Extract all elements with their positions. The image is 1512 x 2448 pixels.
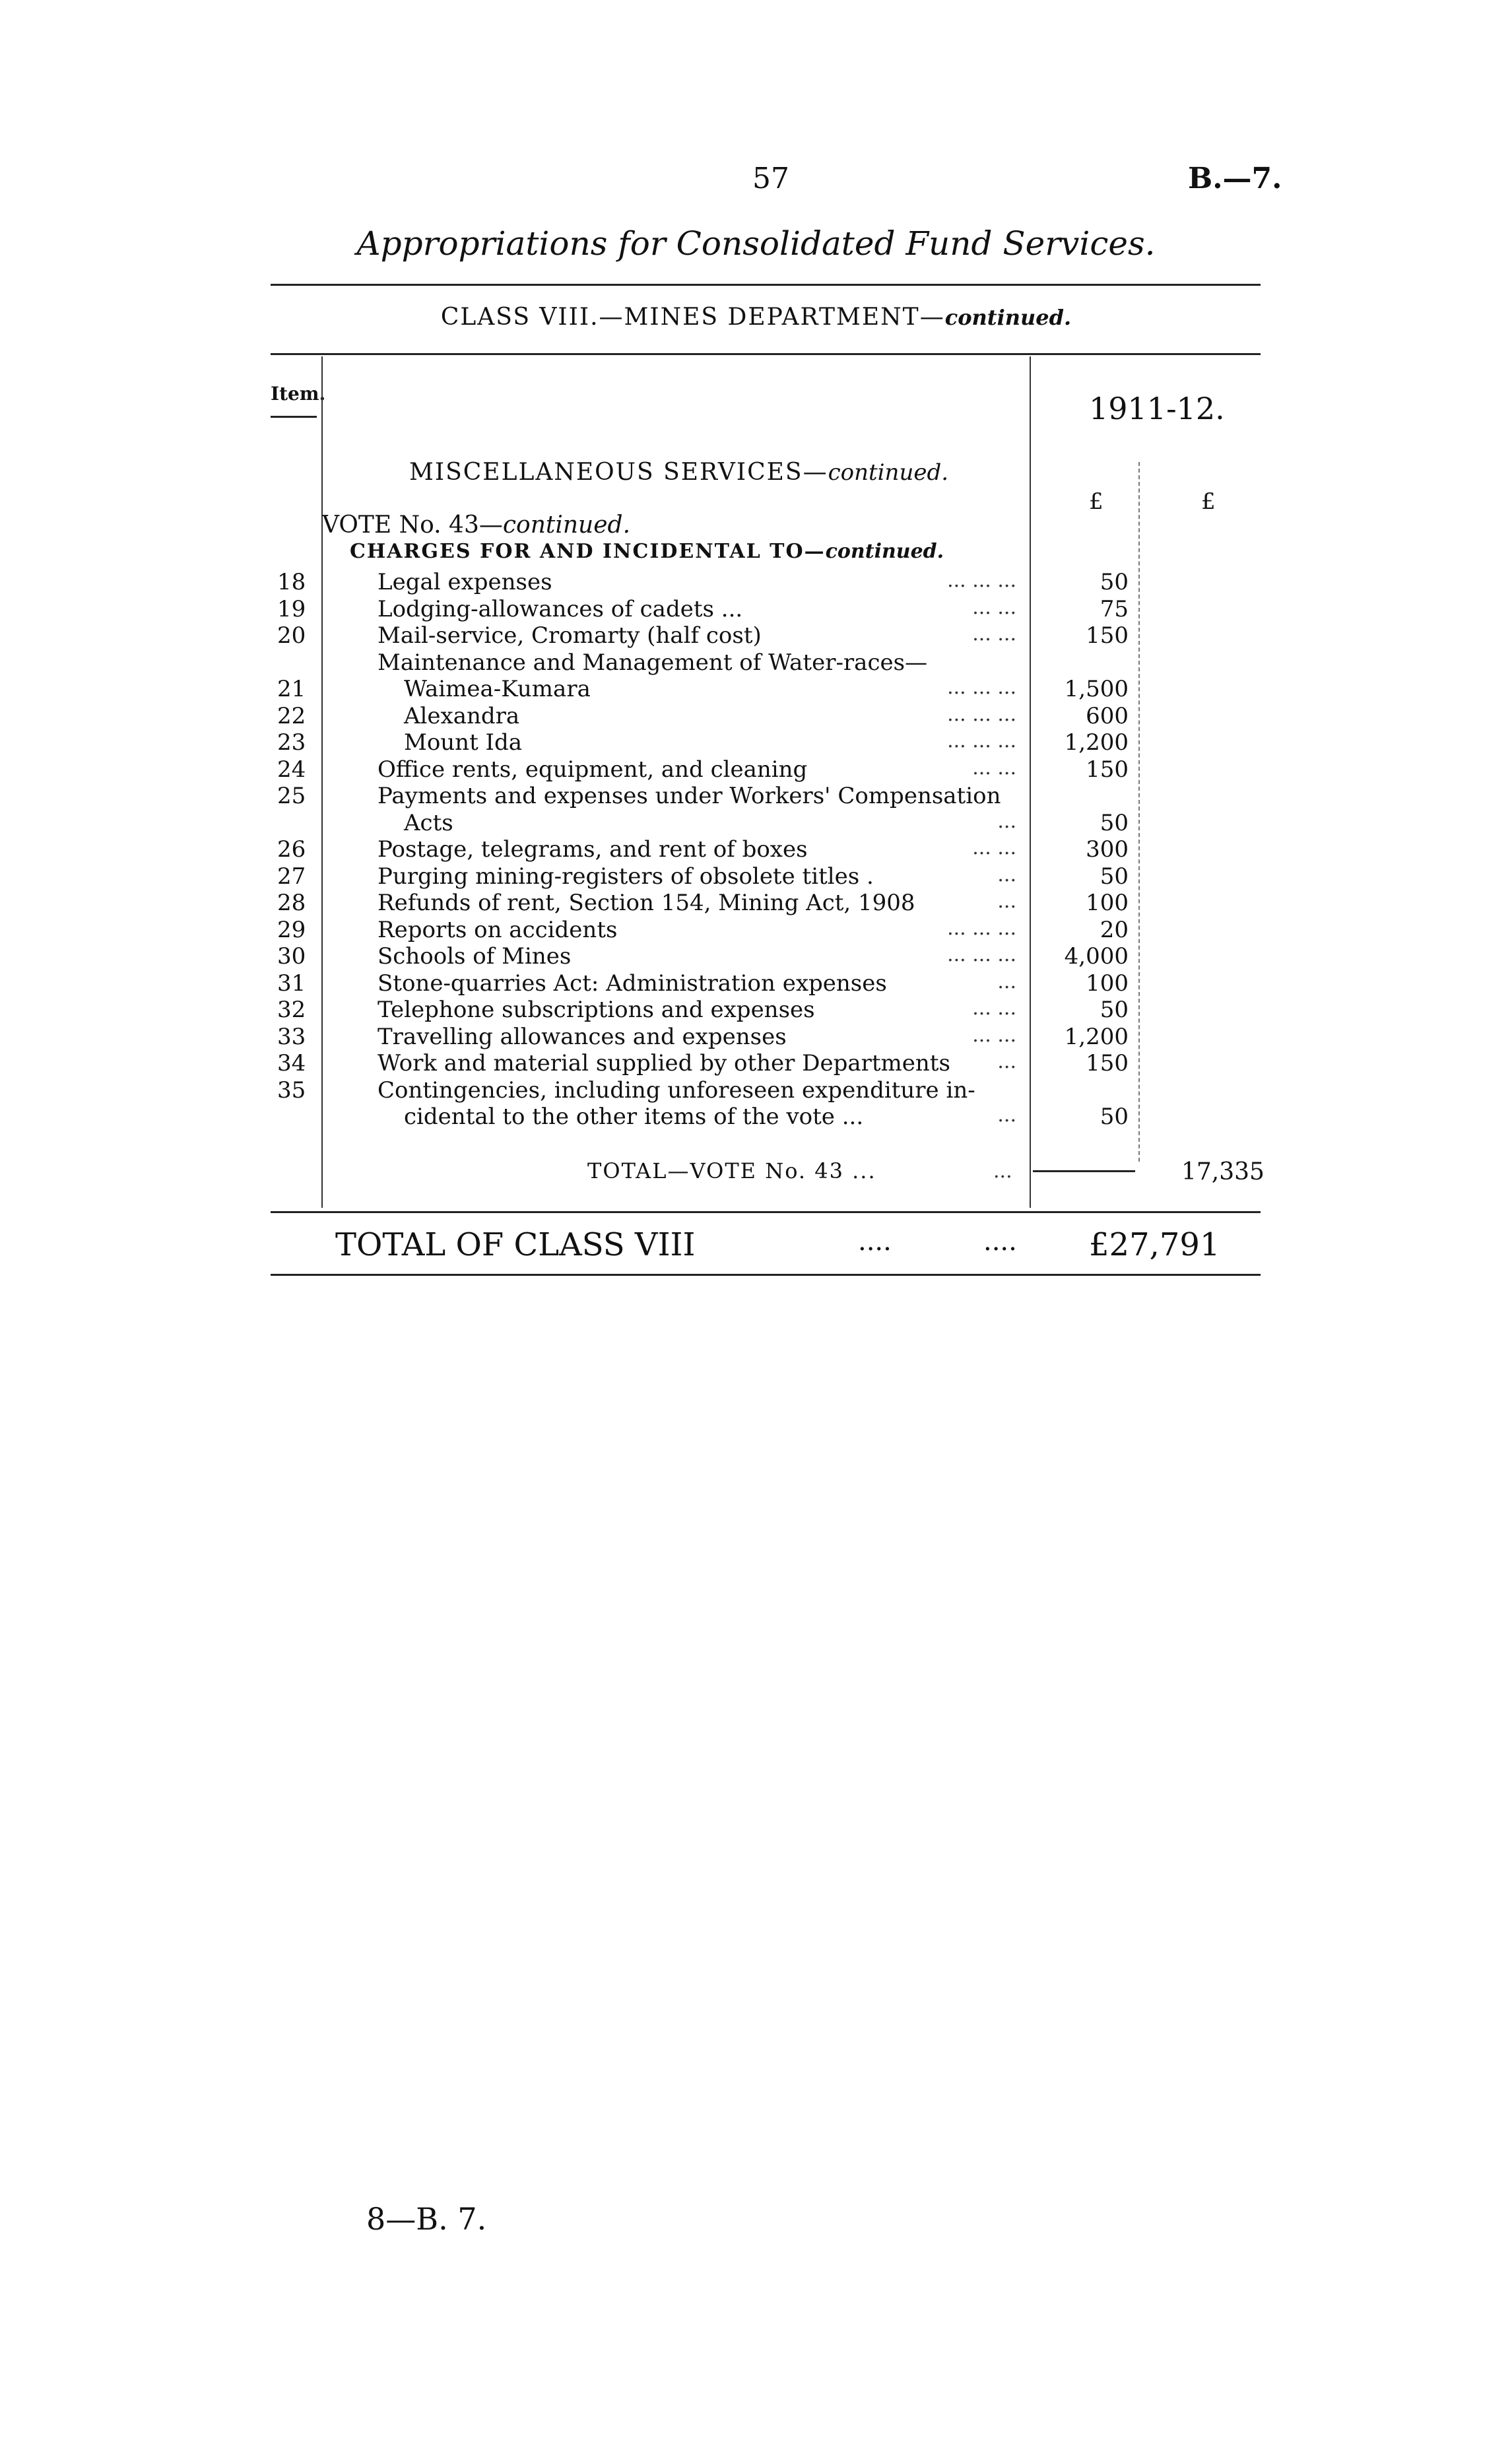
subtotal-column-divider (1138, 462, 1140, 1162)
row-amount: 150 (1086, 756, 1129, 783)
row-amount: 150 (1086, 1050, 1129, 1076)
class-total-bottom-rule (271, 1274, 1261, 1276)
row-amount: 100 (1086, 970, 1129, 997)
row-leader-dots: ... ... (972, 596, 1016, 619)
row-item-number: 26 (277, 836, 306, 863)
row-item-number: 33 (277, 1024, 306, 1050)
row-item-number: 23 (277, 729, 306, 756)
row-description: Work and material supplied by other Departments (378, 1050, 950, 1076)
pound-sign-totals: £ (1201, 488, 1216, 515)
charges-heading-continued: continued. (825, 540, 944, 563)
row-leader-dots: ... (997, 863, 1016, 886)
row-amount: 100 (1086, 890, 1129, 916)
row-leader-dots: ... ... (972, 836, 1016, 859)
class-rule (271, 353, 1261, 355)
row-leader-dots: ... ... ... (947, 703, 1016, 726)
row-leader-dots: ... ... (972, 1024, 1016, 1047)
row-description: Mail-service, Cromarty (half cost) (378, 622, 762, 649)
row-description: Payments and expenses under Workers' Compensation (378, 783, 1001, 809)
row-leader-dots: ... ... (972, 756, 1016, 779)
row-leader-dots: ... (997, 890, 1016, 913)
row-amount: 4,000 (1064, 943, 1129, 970)
document-reference: B.—7. (1188, 162, 1282, 195)
row-description: Postage, telegrams, and rent of boxes (378, 836, 808, 863)
page-number: 57 (752, 162, 789, 195)
row-description: Contingencies, including unforeseen expenditure in- (378, 1077, 975, 1104)
value-column-divider (1030, 356, 1031, 1208)
row-description: Stone-quarries Act: Administration expenses (378, 970, 887, 997)
row-amount: 50 (1100, 997, 1129, 1023)
row-amount: 1,200 (1064, 729, 1129, 756)
row-item-number: 20 (277, 622, 306, 649)
class-heading-text: CLASS VIII.—MINES DEPARTMENT— (440, 304, 945, 331)
row-amount: 50 (1100, 1104, 1129, 1130)
vote-heading-text: VOTE No. 43— (322, 512, 503, 539)
row-amount: 1,200 (1064, 1024, 1129, 1050)
class-total-value: £27,791 (1089, 1226, 1220, 1263)
row-description: Acts (404, 810, 453, 836)
row-leader-dots: ... (997, 1104, 1016, 1127)
row-amount: 150 (1086, 622, 1129, 649)
row-item-number: 30 (277, 943, 306, 970)
row-leader-dots: ... (997, 970, 1016, 993)
page-title: Appropriations for Consolidated Fund Services. (356, 224, 1156, 263)
section-heading (409, 459, 948, 486)
row-description: Lodging-allowances of cadets ... (378, 596, 743, 622)
vote-total-rule (1033, 1170, 1135, 1172)
vote-total-dots: ... (993, 1160, 1012, 1183)
row-description: Reports on accidents (378, 917, 618, 943)
row-description: Office rents, equipment, and cleaning (378, 756, 808, 783)
row-leader-dots: ... (997, 1050, 1016, 1073)
row-item-number: 34 (277, 1050, 306, 1076)
row-description: Alexandra (404, 703, 520, 729)
charges-heading-text: CHARGES FOR AND INCIDENTAL TO— (350, 540, 826, 563)
row-amount: 50 (1100, 810, 1129, 836)
title-rule (271, 284, 1261, 286)
row-leader-dots: ... ... ... (947, 943, 1016, 966)
vote-total-label: TOTAL—VOTE No. 43 ... (587, 1158, 876, 1183)
row-item-number: 25 (277, 783, 306, 809)
vote-total-value: 17,335 (1181, 1158, 1265, 1185)
row-item-number: 21 (277, 676, 306, 702)
vote-heading (322, 512, 630, 539)
class-total-top-rule (271, 1211, 1261, 1213)
row-item-number: 18 (277, 569, 306, 595)
row-amount: 300 (1086, 836, 1129, 863)
class-total-label: TOTAL OF CLASS VIII (335, 1226, 696, 1263)
row-description: cidental to the other items of the vote ... (404, 1104, 864, 1130)
row-item-number: 35 (277, 1077, 306, 1104)
row-amount: 50 (1100, 863, 1129, 890)
row-description: Mount Ida (404, 729, 523, 756)
row-item-number: 28 (277, 890, 306, 916)
year-heading: 1911-12. (1089, 391, 1225, 426)
row-amount: 50 (1100, 569, 1129, 595)
row-item-number: 32 (277, 997, 306, 1023)
row-leader-dots: ... ... (972, 997, 1016, 1020)
class-total-dots-1: .... (858, 1226, 892, 1257)
row-leader-dots: ... ... ... (947, 569, 1016, 592)
row-item-number: 24 (277, 756, 306, 783)
row-amount: 600 (1086, 703, 1129, 729)
class-heading-continued: continued. (944, 305, 1072, 330)
section-heading-continued: continued. (828, 459, 949, 486)
item-column-divider (321, 356, 323, 1208)
row-leader-dots: ... (997, 810, 1016, 833)
row-amount: 75 (1100, 596, 1129, 622)
item-column-label: Item. (271, 383, 326, 405)
pound-sign-items: £ (1089, 488, 1103, 515)
footer-signature: 8—B. 7. (366, 2201, 487, 2237)
charges-heading (350, 540, 944, 563)
row-description: Legal expenses (378, 569, 552, 595)
vote-heading-continued: continued. (502, 512, 631, 539)
row-description: Schools of Mines (378, 943, 572, 970)
row-description: Maintenance and Management of Water-races— (378, 649, 928, 676)
class-heading (0, 304, 1512, 331)
section-heading-text: MISCELLANEOUS SERVICES— (409, 459, 828, 486)
row-leader-dots: ... ... ... (947, 729, 1016, 752)
row-item-number: 29 (277, 917, 306, 943)
row-leader-dots: ... ... ... (947, 917, 1016, 940)
row-amount: 1,500 (1064, 676, 1129, 702)
row-item-number: 22 (277, 703, 306, 729)
row-item-number: 19 (277, 596, 306, 622)
row-description: Refunds of rent, Section 154, Mining Act, 1908 (378, 890, 915, 916)
row-amount: 20 (1100, 917, 1129, 943)
row-item-number: 31 (277, 970, 306, 997)
row-description: Waimea-Kumara (404, 676, 591, 702)
row-description: Travelling allowances and expenses (378, 1024, 787, 1050)
row-description: Purging mining-registers of obsolete titles . (378, 863, 874, 890)
row-leader-dots: ... ... (972, 622, 1016, 645)
row-item-number: 27 (277, 863, 306, 890)
class-total-dots-2: .... (983, 1226, 1017, 1257)
item-column-underline (271, 416, 317, 418)
row-leader-dots: ... ... ... (947, 676, 1016, 699)
row-description: Telephone subscriptions and expenses (378, 997, 815, 1023)
